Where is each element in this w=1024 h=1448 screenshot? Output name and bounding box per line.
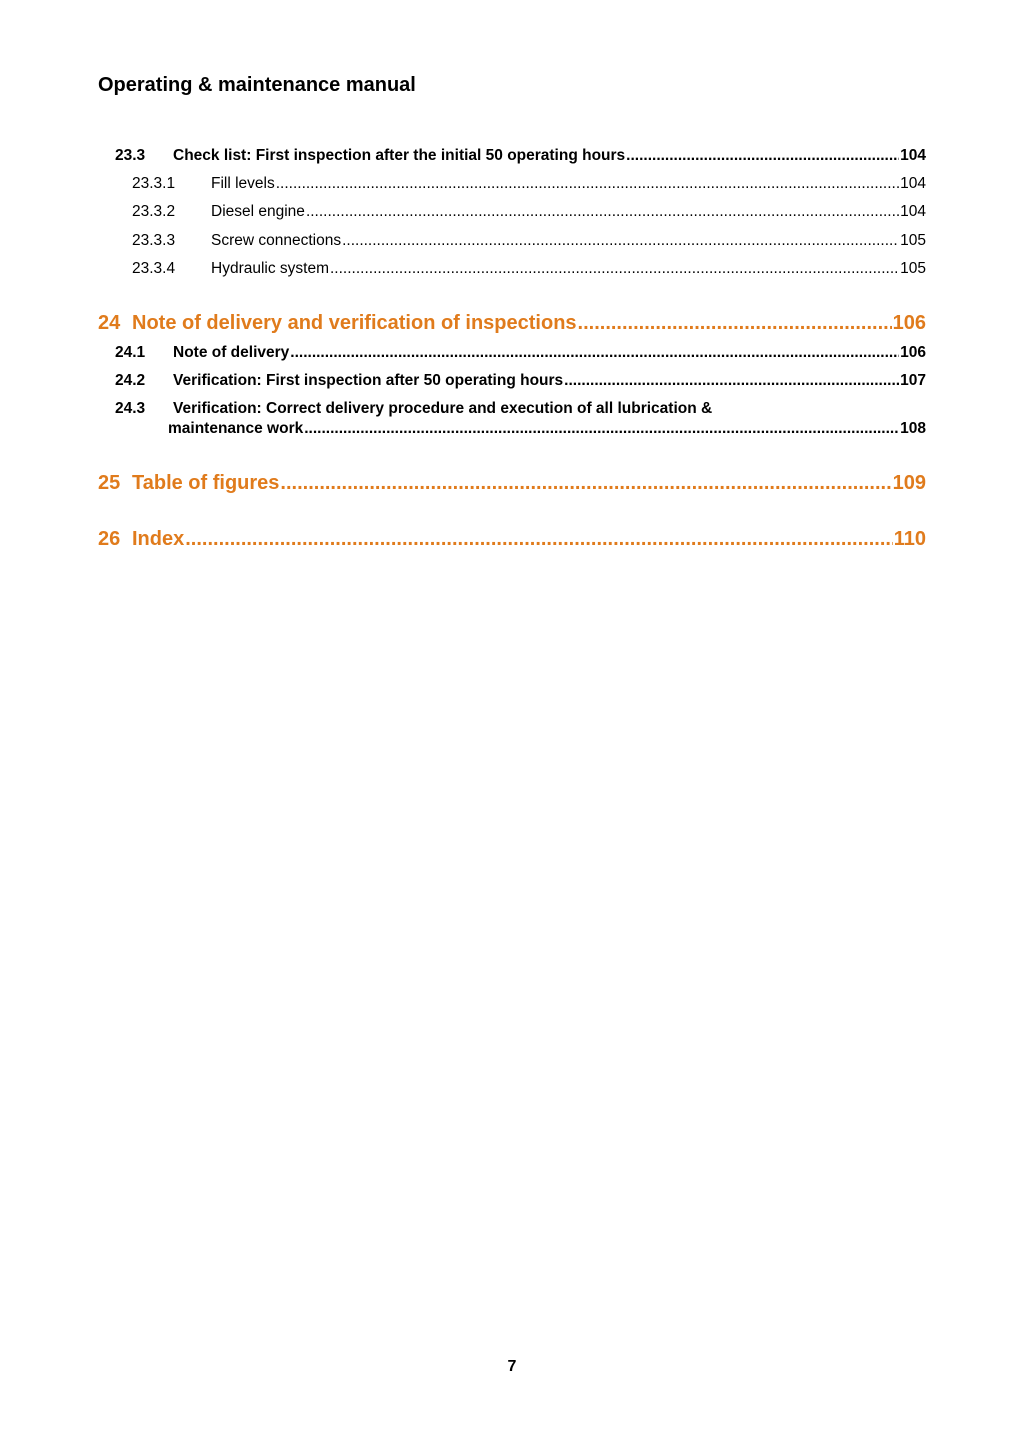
toc-number: 24.2 bbox=[115, 372, 146, 389]
dot-leader bbox=[626, 147, 899, 165]
toc-chapter-25[interactable] bbox=[98, 472, 926, 495]
toc-entry-23-3-3[interactable] bbox=[132, 232, 926, 250]
toc-page-number: 108 bbox=[900, 420, 926, 437]
document-header-title: Operating & maintenance manual bbox=[98, 74, 416, 96]
toc-title: Verification: Correct delivery procedure and execution of all lubrication & bbox=[173, 400, 713, 417]
toc-entry-23-3-2[interactable] bbox=[132, 203, 926, 221]
dot-leader bbox=[342, 232, 899, 250]
toc-entry-24-2[interactable] bbox=[115, 372, 926, 390]
dot-leader bbox=[304, 420, 899, 438]
dot-leader bbox=[276, 175, 899, 193]
toc-title: Index bbox=[132, 528, 185, 550]
toc-number: 23.3.2 bbox=[132, 203, 176, 220]
dot-leader bbox=[578, 312, 892, 335]
dot-leader bbox=[564, 372, 899, 390]
toc-number: 23.3.4 bbox=[132, 260, 176, 277]
toc-number: 24 bbox=[98, 312, 121, 334]
toc-number: 26 bbox=[98, 528, 121, 550]
toc-title: Hydraulic system bbox=[211, 260, 329, 277]
toc-title: Check list: First inspection after the initial 50 operating hours bbox=[173, 147, 626, 164]
toc-title: Verification: First inspection after 50 operating hours bbox=[173, 372, 564, 389]
page-number: 7 bbox=[507, 1358, 517, 1375]
toc-page-number: 109 bbox=[892, 472, 926, 494]
toc-title: Diesel engine bbox=[211, 203, 305, 220]
toc-entry-24-3-line2[interactable] bbox=[168, 420, 926, 438]
toc-title-continued: maintenance work bbox=[168, 420, 304, 437]
toc-page-number: 105 bbox=[900, 260, 926, 277]
toc-title: Screw connections bbox=[211, 232, 342, 249]
toc-entry-24-3-line1[interactable] bbox=[115, 400, 712, 418]
toc-entry-23-3[interactable] bbox=[115, 147, 926, 165]
toc-title: Fill levels bbox=[211, 175, 275, 192]
toc-chapter-24[interactable] bbox=[98, 312, 926, 335]
toc-page-number: 104 bbox=[900, 203, 926, 220]
toc-page-number: 105 bbox=[900, 232, 926, 249]
toc-page-number: 107 bbox=[900, 372, 926, 389]
toc-title: Note of delivery and verification of inspections bbox=[132, 312, 577, 334]
dot-leader bbox=[280, 472, 891, 495]
toc-entry-23-3-1[interactable] bbox=[132, 175, 926, 193]
toc-page-number: 106 bbox=[892, 312, 926, 334]
toc-number: 23.3 bbox=[115, 147, 146, 164]
toc-number: 25 bbox=[98, 472, 121, 494]
toc-title: Table of figures bbox=[132, 472, 280, 494]
dot-leader bbox=[306, 203, 899, 221]
toc-number: 23.3.3 bbox=[132, 232, 176, 249]
toc-page-number: 104 bbox=[900, 147, 926, 164]
dot-leader bbox=[330, 260, 899, 278]
toc-page-number: 106 bbox=[900, 344, 926, 361]
toc-page-number: 110 bbox=[893, 528, 926, 550]
toc-entry-24-1[interactable] bbox=[115, 344, 926, 362]
toc-chapter-26[interactable] bbox=[98, 528, 926, 551]
toc-page-number: 104 bbox=[900, 175, 926, 192]
dot-leader bbox=[290, 344, 899, 362]
toc-title: Note of delivery bbox=[173, 344, 290, 361]
toc-number: 24.3 bbox=[115, 400, 146, 417]
toc-number: 23.3.1 bbox=[132, 175, 176, 192]
toc-number: 24.1 bbox=[115, 344, 146, 361]
toc-entry-23-3-4[interactable] bbox=[132, 260, 926, 278]
dot-leader bbox=[185, 528, 892, 551]
